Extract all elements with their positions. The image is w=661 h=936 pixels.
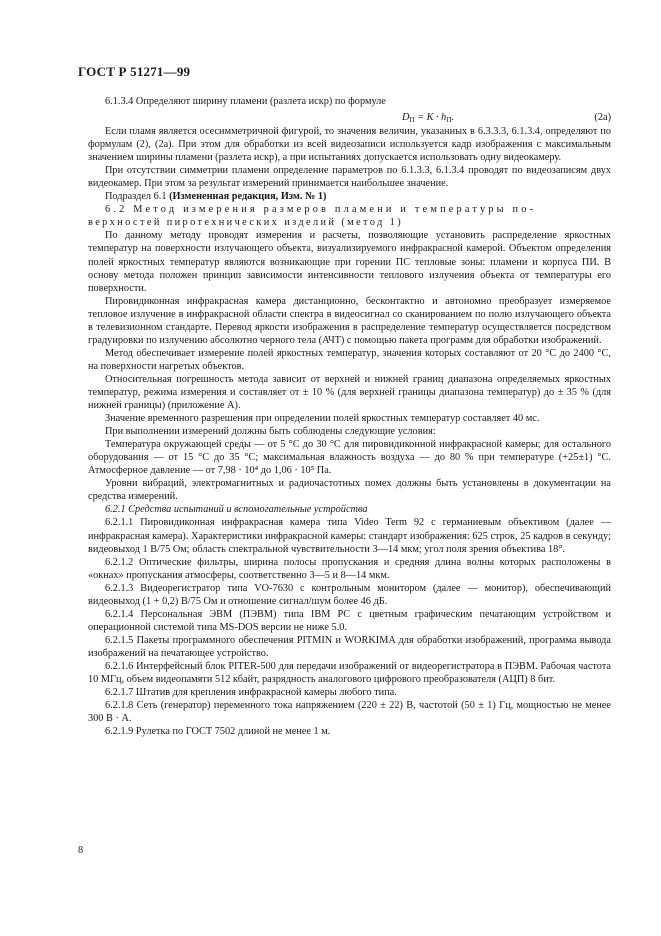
- list-item: 6.2.1.1 Пировидиконная инфракрасная камера типа Video Term 92 с германиевым объективом (далее — инфракрасная камера). Характеристики инфракрасной камеры: стандарт изображения: 625 строк, 25 кадров в секунду; видеовыход 1 В/75 Ом; область спектральной чувствительности 3—14 мкм; угол поля зрения объектива 18°.: [88, 517, 611, 555]
- list-item: 6.2.1.2 Оптические фильтры, ширина полосы пропускания и средняя длина волны которых расположены в «окнах» пропускания атмосферы, соответственно 3—5 и 8—14 мкм.: [88, 556, 611, 581]
- standard-title: ГОСТ Р 51271—99: [78, 64, 191, 79]
- list-item: 6.2.1.3 Видеорегистратор типа VO-7630 с контрольным монитором (далее — монитор), обеспечивающий видеовыход (1 + 0,2) В/75 Ом и отношение сигнал/шум более 46 дБ.: [88, 582, 611, 607]
- list-item: 6.2.1.5 Пакеты программного обеспечения PITMIN и WORKIMA для обработки изображений, программа вывода изображений на печатающее устройство.: [88, 634, 611, 659]
- subsection-heading-6-2-1: 6.2.1 Средства испытаний и вспомогательные устройства: [105, 504, 368, 516]
- paragraph: Значение временного разрешения при определении полей яркостных температур составляет 40 мс.: [105, 413, 540, 425]
- paragraph: По данному методу проводят измерения и расчеты, позволяющие установить распределение яркостных температур на поверхности излучающего объекта, визуализируемого инфракрасной камерой. Объектом определения полей яркостных температур являются возникающие при горении ПС тепловые зоны: пламени и корпуса ПИ. В основу метода положен принцип зависимости интенсивности теплового излучения объекта от температуры его поверхности.: [88, 230, 611, 294]
- paragraph: Относительная погрешность метода зависит от верхней и нижней границ диапазона определяемых яркостных температур, режима измерения и составляет от ± 10 % (для верхней границы диапазона температур) до ± 35 % (для нижней границы) (приложение А).: [88, 373, 611, 412]
- paragraph: Температура окружающей среды — от 5 °С до 30 °С для пировидиконной инфракрасной камеры; для остального оборудования — от 15 °С до 35 °С; максимальная влажность воздуха — до 80 % при температуре (+25±1) °С. Атмосферное давление — от 7,98 · 10⁴ до 1,06 · 10⁵ Па.: [88, 439, 611, 477]
- list-item: 6.2.1.8 Сеть (генератор) переменного тока напряжением (220 ± 22) В, частотой (50 ± 1) Гц, мощностью не менее 300 В · А.: [88, 700, 611, 725]
- paragraph: Если пламя является осесимметричной фигурой, то значения величин, указанных в 6.3.3.3, 6.1.3.4, определяют по формулам (2), (2а). При этом для обработки из всей видеозаписи используется кадр изображения с максимальным значением ширины пламени (разлета искр), а при испытаниях допускается использовать одну видеокамеру.: [88, 126, 611, 164]
- page-number: 8: [78, 845, 84, 856]
- paragraph: При выполнении измерений должны быть соблюдены следующие условия:: [105, 426, 436, 438]
- list-item: 6.2.1.6 Интерфейсный блок PITER-500 для передачи изображений от видеорегистратора в ПЭВМ. Рабочая частота 10 МГц, объем видеопамяти 512 кбайт, разрядность аналогового цифрового преобразователя (АЦП) 8 бит.: [88, 660, 611, 686]
- list-item: 6.2.1.4 Персональная ЭВМ (ПЭВМ) типа IBM PC с цветным графическим печатающим устройством и операционной системой типа MS-DOS версии не ниже 5.0.: [88, 608, 611, 633]
- paragraph: Пировидиконная инфракрасная камера дистанционно, бесконтактно и автономно преобразует измеряемое тепловое излучение в инфракрасной области спектра в видеосигнал со сканированием по полю излучающего объекта в телевизионном стандарте. Перевод яркости изображения в распределение температур осуществляется посредством градуировки по излучению абсолютно черного тела (АЧТ) с помощью пакета программ для обработки изображений.: [88, 295, 611, 346]
- formula-row: [88, 108, 611, 125]
- formula-2a: $D_П = K \cdot h_П$.: [402, 112, 454, 125]
- body-text: [88, 95, 611, 738]
- section-heading-6-2-cont: верхностей пиротехнических изделий (метод 1): [88, 217, 404, 229]
- list-item: 6.2.1.9 Рулетка по ГОСТ 7502 длиной не менее 1 м.: [105, 726, 331, 738]
- equation-number: (2а): [594, 112, 611, 124]
- paragraph: Метод обеспечивает измерение полей яркостных температур, значения которых составляют от 20 °С до 2400 °С, на поверхности нагретых объектов.: [88, 347, 611, 372]
- section-heading-6-2: 6.2 Метод измерения размеров пламени и температуры по-: [105, 204, 537, 216]
- list-item: 6.2.1.7 Штатив для крепления инфракрасной камеры любого типа.: [105, 687, 397, 699]
- clause-6-1-3-4: 6.1.3.4 Определяют ширину пламени (разлета искр) по формуле: [105, 96, 386, 107]
- amendment-note: Подраздел 6.1 (Измененная редакция, Изм. № 1): [105, 191, 327, 203]
- paragraph: При отсутствии симметрии пламени определение параметров по 6.1.3.3, 6.1.3.4 проводят по видеозаписям двух видеокамер. При этом за результат измерений принимается наибольшее значение.: [88, 165, 611, 190]
- paragraph: Уровни вибраций, электромагнитных и радиочастотных помех должны быть установлены в документации на средства измерений.: [88, 478, 611, 503]
